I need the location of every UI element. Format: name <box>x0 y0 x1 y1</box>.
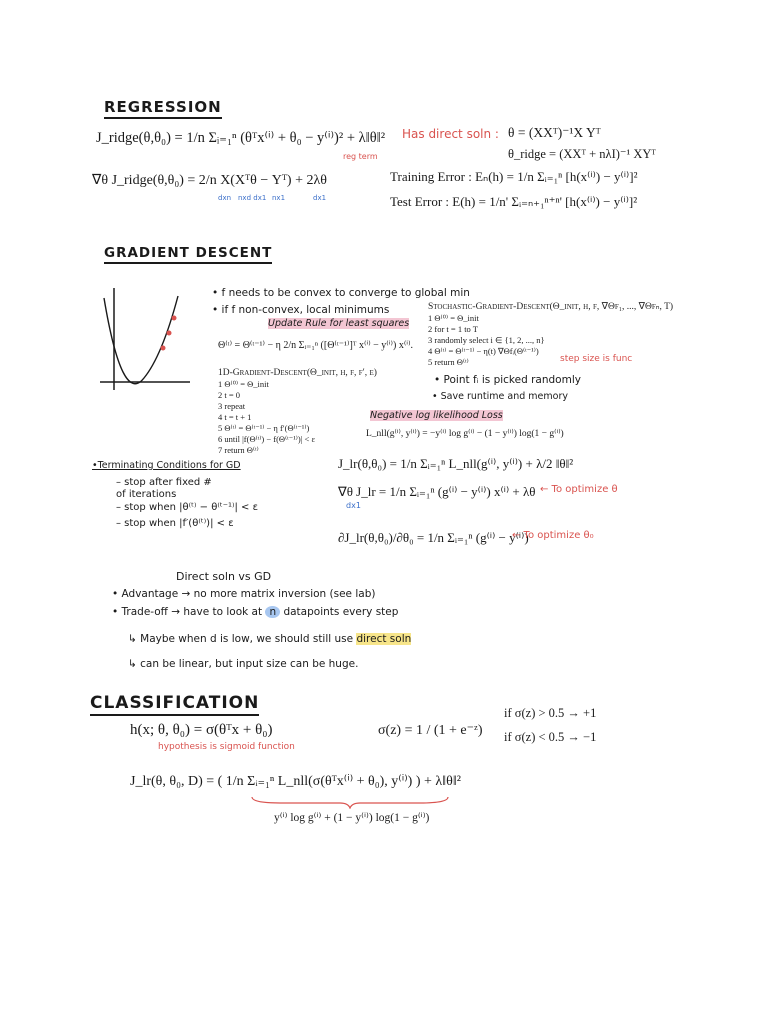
classification-objective: J_lr(θ, θ₀, D) = ( 1/n Σᵢ₌₁ⁿ L_nll(σ(θᵀx⁽ⁱ⁾ + θ₀), y⁽ⁱ⁾) ) + λ‖θ‖² <box>130 774 461 789</box>
sgd-line: 4 Θ⁽ᵗ⁾ = Θ⁽ᵗ⁻¹⁾ − η(t) ∇Θfᵢ(Θ⁽ᵗ⁻¹⁾) <box>428 346 539 356</box>
sgd-algorithm <box>428 302 673 368</box>
direct-soln-ridge: θ_ridge = (XXᵀ + nλI)⁻¹ XYᵀ <box>508 147 656 161</box>
convex-note: • f needs to be convex to converge to global min <box>212 287 470 299</box>
jlr-objective: J_lr(θ,θ₀) = 1/n Σᵢ₌₁ⁿ L_nll(g⁽ⁱ⁾, y⁽ⁱ⁾) + λ/2 ‖θ‖² <box>338 456 574 471</box>
grad-dim-4: dx1 <box>313 194 327 202</box>
grad-dim-2: nxd dx1 <box>238 194 267 202</box>
advantage-note: • Advantage → no more matrix inversion (see lab) <box>112 588 376 600</box>
optimize-theta-note: ← To optimize θ <box>540 484 618 495</box>
hypothesis-eq: h(x; θ, θ₀) = σ(θᵀx + θ₀) <box>130 722 273 738</box>
brace-icon <box>250 795 450 809</box>
linear-note: ↳ can be linear, but input size can be huge. <box>128 658 359 670</box>
grad-dim-1: dxn <box>218 194 232 202</box>
sgd-line: 2 for t = 1 to T <box>428 324 478 334</box>
training-error: Training Error : Eₙ(h) = 1/n Σᵢ₌₁ⁿ [h(x⁽ⁱ⁾) − y⁽ⁱ⁾]² <box>390 169 638 184</box>
sgd-line: 3 randomly select i ∈ {1, 2, ..., n} <box>428 335 545 345</box>
classification-title: CLASSIFICATION <box>90 693 259 716</box>
terminating-item: – stop after fixed # of iterations <box>116 477 212 500</box>
gd1-line: 7 return Θ⁽ᵗ⁾ <box>218 445 259 455</box>
loss-expansion: y⁽ⁱ⁾ log g⁽ⁱ⁾ + (1 − y⁽ⁱ⁾) log(1 − g⁽ⁱ⁾) <box>274 812 430 824</box>
step-size-note: step size is func <box>560 354 633 364</box>
sigmoid-eq: σ(z) = 1 / (1 + e⁻ᶻ) <box>378 723 483 738</box>
nll-label: Negative log likelihood Loss <box>370 410 503 421</box>
tradeoff-n: n <box>265 606 280 618</box>
gradient-descent-title: GRADIENT DESCENT <box>104 245 272 264</box>
ridge-gradient: ∇θ J_ridge(θ,θ₀) = 2/n X(Xᵀθ − Yᵀ) + 2λθ <box>92 173 327 188</box>
regression-title: REGRESSION <box>104 98 222 119</box>
tradeoff-post: datapoints every step <box>283 606 399 618</box>
test-error: Test Error : E(h) = 1/n' Σᵢ₌ₙ₊₁ⁿ⁺ⁿ' [h(x⁽ⁱ⁾) − y⁽ⁱ⁾]² <box>390 194 638 209</box>
sgd-header: Stochastic-Gradient-Descent(Θ_init, η, f, ∇Θf₁, ..., ∇Θfₙ, T) <box>428 302 674 312</box>
ridge-objective: J_ridge(θ,θ₀) = 1/n Σᵢ₌₁ⁿ (θᵀx⁽ⁱ⁾ + θ₀ − y⁽ⁱ⁾)² + λ‖θ‖² <box>96 130 386 146</box>
optimize-theta0-note: ← To optimize θ₀ <box>512 530 594 541</box>
maybe-hl: direct soln <box>356 633 412 645</box>
gd1-line: 1 Θ⁽⁰⁾ = Θ_init <box>218 379 269 389</box>
jlr-partial: ∂J_lr(θ,θ₀)/∂θ₀ = 1/n Σᵢ₌₁ⁿ (g⁽ⁱ⁾ − y⁽ⁱ⁾) <box>338 530 529 545</box>
sgd-line: 1 Θ⁽⁰⁾ = Θ_init <box>428 313 479 323</box>
direct-soln-label: Has direct soln : <box>402 127 499 141</box>
gd1-line: 2 t = 0 <box>218 390 241 400</box>
point-picked-note: • Point fᵢ is picked randomly <box>434 374 581 386</box>
reg-term-note: reg term <box>343 152 378 161</box>
tradeoff-note <box>112 606 398 618</box>
jlr-gradient: ∇θ J_lr = 1/n Σᵢ₌₁ⁿ (g⁽ⁱ⁾ − y⁽ⁱ⁾) x⁽ⁱ⁾ + λθ <box>338 484 536 499</box>
terminating-item: – stop when |θ⁽ᵗ⁾ − θ⁽ᵗ⁻¹⁾| < ε <box>116 502 259 513</box>
gd1-line: 6 until |f(Θ⁽ᵗ⁾) − f(Θ⁽ᵗ⁻¹⁾)| < ε <box>218 434 316 444</box>
classify-rule-positive: if σ(z) > 0.5 → +1 <box>504 706 597 720</box>
save-runtime-note: • Save runtime and memory <box>432 391 568 402</box>
hypothesis-note: hypothesis is sigmoid function <box>158 742 295 752</box>
gd1-line: 3 repeat <box>218 401 246 411</box>
maybe-note <box>128 633 411 645</box>
gd1-line: 5 Θ⁽ᵗ⁾ = Θ⁽ᵗ⁻¹⁾ − η f′(Θ⁽ᵗ⁻¹⁾) <box>218 423 310 433</box>
sgd-line: 5 return Θ⁽ᵗ⁾ <box>428 357 469 367</box>
parabola-graph-icon <box>92 286 192 392</box>
gd1-header: 1D-Gradient-Descent(Θ_init, η, f, f′, ε) <box>218 368 377 378</box>
update-rule-label: Update Rule for least squares <box>268 318 410 329</box>
gd1-algorithm <box>218 368 377 456</box>
nonconvex-note: • if f non-convex, local minimums <box>212 304 390 316</box>
grad-dim-3: nx1 <box>272 194 286 202</box>
tradeoff-pre: • Trade-off → have to look at <box>112 606 263 618</box>
maybe-pre: ↳ Maybe when d is low, we should still use <box>128 633 354 645</box>
classify-rule-negative: if σ(z) < 0.5 → −1 <box>504 730 597 744</box>
update-rule-eq: Θ⁽ᵗ⁾ = Θ⁽ᵗ⁻¹⁾ − η 2/n Σᵢ₌₁ⁿ ([Θ⁽ᵗ⁻¹⁾]ᵀ x⁽ⁱ⁾ − y⁽ⁱ⁾) x⁽ⁱ⁾. <box>218 340 414 351</box>
jlr-grad-dim: dx1 <box>346 501 361 510</box>
direct-vs-gd: Direct soln vs GD <box>176 570 272 583</box>
direct-soln-ols: θ = (XXᵀ)⁻¹X Yᵀ <box>508 125 601 140</box>
terminating-title: •Terminating Conditions for GD <box>92 460 241 471</box>
nll-eq: L_nll(g⁽ⁱ⁾, y⁽ⁱ⁾) = −y⁽ⁱ⁾ log g⁽ⁱ⁾ − (1 − y⁽ⁱ⁾) log(1 − g⁽ⁱ⁾) <box>366 429 564 439</box>
terminating-item: – stop when |f′(θ⁽ᵗ⁾)| < ε <box>116 518 234 529</box>
gd1-line: 4 t = t + 1 <box>218 412 252 422</box>
